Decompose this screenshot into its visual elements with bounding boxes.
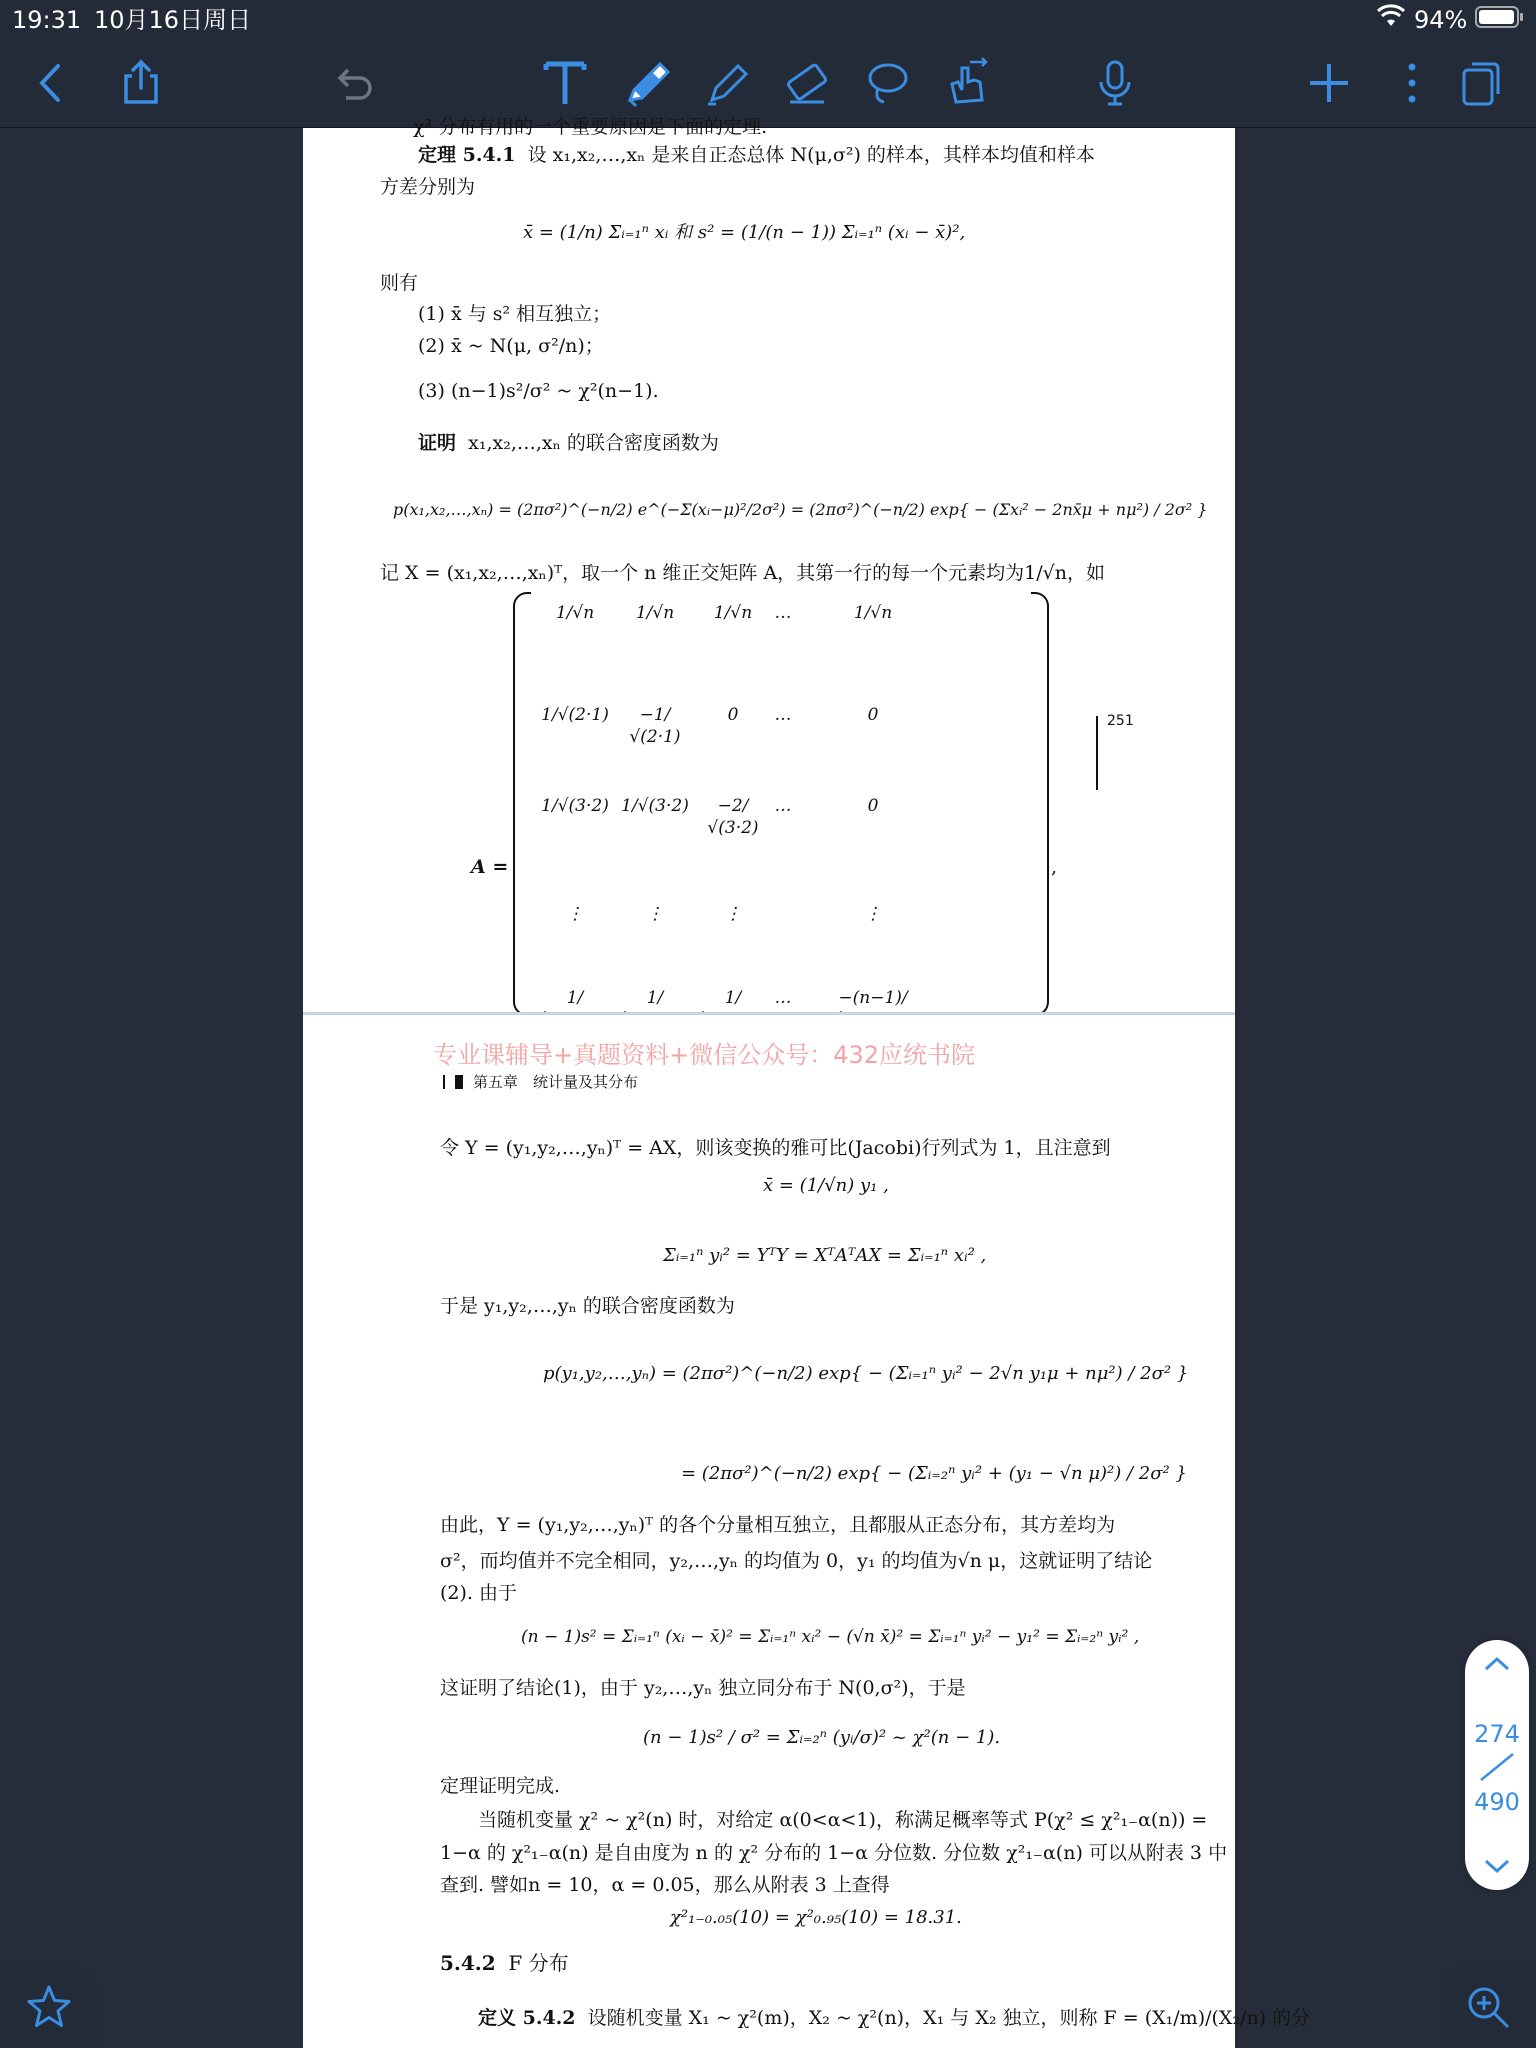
orthogonal-matrix: [471, 592, 1058, 1022]
pages-icon[interactable]: [1448, 50, 1514, 116]
text-line-6: 这证明了结论(1)，由于 y₂,…,yₙ 独立同分布于 N(0,σ²)，于是: [440, 1677, 966, 1699]
matrix-cell-r2-c5: 0: [867, 704, 879, 725]
text-tool-icon[interactable]: [532, 50, 598, 116]
then-label: 则有: [380, 272, 419, 294]
section-title: F 分布: [508, 1951, 569, 1975]
wifi-icon: [1376, 4, 1416, 36]
page-navigator: [1465, 1640, 1529, 1890]
cut-line: χ² 分布有用的一个重要原因是下面的定理.: [413, 116, 768, 138]
lasso-icon[interactable]: [854, 50, 920, 116]
watermark: 专业课辅导+真题资料+微信公众号：432应统书院: [433, 1041, 976, 1069]
result-2: (2) x̄ ~ N(μ, σ²/n)；: [418, 335, 604, 357]
share-icon[interactable]: [108, 50, 174, 116]
text-line-7: 定理证明完成.: [440, 1775, 561, 1797]
matrix-cell-r3-c3: −2/√(3·2): [707, 795, 759, 838]
equation-sum-squares: Σᵢ₌₁ⁿ yᵢ² = YᵀY = XᵀAᵀAX = Σᵢ₌₁ⁿ xᵢ² ,: [663, 1245, 987, 1266]
definition-text: 设随机变量 X₁ ~ χ²(m)，X₂ ~ χ²(n)，X₁ 与 X₂ 独立，则称 F = (X₁/m)/(X₂/n) 的分: [587, 2007, 1311, 2029]
undo-icon[interactable]: [320, 50, 386, 116]
matrix-left-bracket: [513, 592, 531, 1016]
matrix-cell-r5-c5: −(n−1)/: [838, 988, 908, 1008]
page-number: 251: [1107, 713, 1134, 729]
theorem-text: 设 x₁,x₂,…,xₙ 是来自正态总体 N(μ,σ²) 的样本，其样本均值和样本: [527, 144, 1095, 166]
matrix-cell-r2-c3: 0: [727, 704, 739, 725]
text-line-1: 令 Y = (y₁,y₂,…,yₙ)ᵀ = AX，则该变换的雅可比(Jacobi)行列式为 1，且注意到: [440, 1137, 1111, 1159]
page-up-icon[interactable]: [1483, 1654, 1511, 1674]
total-pages: 490: [1474, 1788, 1520, 1816]
page-slash-icon: [1477, 1752, 1517, 1782]
pdf-page-252: [303, 1015, 1311, 2048]
matrix-cell-r3-c2: 1/√(3·2): [621, 795, 689, 816]
microphone-icon[interactable]: [1082, 50, 1148, 116]
pen-tool-icon[interactable]: [614, 50, 680, 116]
matrix-comma: ,: [1051, 856, 1058, 878]
zoom-button[interactable]: [1440, 1966, 1536, 2048]
matrix-cell-r4-c2: ⋮: [646, 904, 664, 924]
equation-density-y-2: = (2πσ²)^(−n/2) exp{ − (Σᵢ₌₂ⁿ yᵢ² + (y₁ − √n μ)²) / 2σ² }: [681, 1463, 1187, 1484]
matrix-right-bracket: [1031, 592, 1049, 1016]
equation-sample-variance: (n − 1)s² = Σᵢ₌₁ⁿ (xᵢ − x̄)² = Σᵢ₌₁ⁿ xᵢ² − (√n x̄)² = Σᵢ₌₁ⁿ yᵢ² − y₁² = Σᵢ₌₂ⁿ yᵢ² ,: [521, 1627, 1140, 1647]
result-3: (3) (n−1)s²/σ² ~ χ²(n−1).: [418, 380, 659, 402]
bookmark-star-button[interactable]: [0, 1966, 98, 2048]
matrix-cell-r4-c5: ⋮: [864, 904, 882, 924]
page-rule: [1096, 716, 1098, 790]
equation-mean-y1: x̄ = (1/√n) y₁ ,: [763, 1175, 889, 1196]
highlighter-icon[interactable]: [694, 50, 760, 116]
matrix-label: A =: [471, 856, 509, 878]
text-line-5: (2). 由于: [440, 1582, 517, 1604]
matrix-cell-r3-c1: 1/√(3·2): [541, 795, 609, 816]
text-line-3: 由此，Y = (y₁,y₂,…,yₙ)ᵀ 的各个分量相互独立，且都服从正态分布，其方差均为: [440, 1514, 1116, 1536]
star-icon: [25, 1983, 73, 2031]
more-icon[interactable]: [1372, 50, 1438, 116]
theorem-heading: 定理 5.4.1: [418, 144, 516, 166]
eraser-icon[interactable]: [774, 50, 840, 116]
matrix-intro: 记 X = (x₁,x₂,…,xₙ)ᵀ，取一个 n 维正交矩阵 A，其第一行的每一个元素均为1/√n，如: [380, 562, 1105, 584]
add-icon[interactable]: [1296, 50, 1362, 116]
battery-icon: [1475, 4, 1525, 36]
equation-joint-density: p(x₁,x₂,…,xₙ) = (2πσ²)^(−n/2) e^(−Σ(xᵢ−μ)²/2σ²) = (2πσ²)^(−n/2) exp{ − (Σxᵢ² − 2nx̄μ + nμ²) / 2σ² }: [393, 500, 1208, 519]
matrix-cell-r1-c3: 1/√n: [713, 603, 753, 623]
equation-density-y: p(y₁,y₂,…,yₙ) = (2πσ²)^(−n/2) exp{ − (Σᵢ₌₁ⁿ yᵢ² − 2√n y₁μ + nμ²) / 2σ² }: [543, 1363, 1189, 1384]
pdf-page-251: [303, 116, 1235, 1012]
matrix-cell-r1-c2: 1/√n: [635, 603, 675, 623]
page-down-icon[interactable]: [1483, 1856, 1511, 1876]
current-page[interactable]: 274: [1474, 1720, 1520, 1748]
chapter-header: 第五章 统计量及其分布: [443, 1071, 638, 1092]
matrix-cell-r5-c1: 1/: [566, 988, 584, 1008]
matrix-cell-r1-c5: 1/√n: [853, 603, 893, 623]
matrix-cell-r4-c1: ⋮: [566, 904, 584, 924]
text-line-9: 1−α 的 χ²₁₋α(n) 是自由度为 n 的 χ² 分布的 1−α 分位数. 分位数 χ²₁₋α(n) 可以从附表 3 中: [440, 1842, 1228, 1864]
matrix-cell-r2-c4: …: [774, 704, 792, 725]
matrix-cell-r1-c1: 1/√n: [555, 603, 595, 623]
result-1: (1) x̄ 与 s² 相互独立；: [418, 303, 612, 325]
battery-percent: 94%: [1414, 6, 1468, 34]
proof-heading: 证明: [418, 432, 457, 454]
top-toolbar: [0, 0, 1536, 128]
matrix-cell-r4-c3: ⋮: [724, 904, 742, 924]
status-date: 10月16日周日: [94, 6, 252, 34]
text-line-2: 于是 y₁,y₂,…,yₙ 的联合密度函数为: [440, 1295, 735, 1317]
proof-text: x₁,x₂,…,xₙ 的联合密度函数为: [468, 432, 719, 454]
status-time: 19:31: [12, 6, 82, 34]
definition-heading: 定义 5.4.2: [478, 2007, 576, 2029]
equation-sample-mean: x̄ = (1/n) Σᵢ₌₁ⁿ xᵢ 和 s² = (1/(n − 1)) Σᵢ₌₁ⁿ (xᵢ − x̄)²,: [523, 222, 966, 243]
matrix-cell-r5-c2: 1/: [646, 988, 664, 1008]
gesture-icon[interactable]: [934, 50, 1000, 116]
text-line-8: 当随机变量 χ² ~ χ²(n) 时，对给定 α(0<α<1)，称满足概率等式 P(χ² ≤ χ²₁₋α(n)) =: [478, 1809, 1208, 1831]
zoom-in-icon: [1464, 1983, 1512, 2031]
matrix-cell-r5-c3: 1/: [724, 988, 742, 1008]
header-mark-icon: [443, 1075, 463, 1089]
text-line-4: σ²，而均值并不完全相同，y₂,…,yₙ 的均值为 0，y₁ 的均值为√n μ，这就证明了结论: [440, 1550, 1153, 1572]
equation-chi-square: (n − 1)s² / σ² = Σᵢ₌₂ⁿ (yᵢ/σ)² ~ χ²(n − 1).: [643, 1727, 1001, 1748]
theorem-text-2: 方差分别为: [380, 176, 476, 198]
matrix-cell-r1-c4: …: [774, 603, 792, 623]
matrix-cell-r2-c2: −1/√(2·1): [629, 704, 681, 747]
section-number: 5.4.2: [440, 1951, 496, 1975]
matrix-cell-r2-c1: 1/√(2·1): [541, 704, 609, 725]
matrix-cell-r5-c4: …: [774, 988, 792, 1008]
text-line-10: 查到. 譬如n = 10，α = 0.05，那么从附表 3 上查得: [440, 1874, 890, 1896]
matrix-cell-r3-c5: 0: [867, 795, 879, 816]
back-icon[interactable]: [20, 50, 86, 116]
matrix-cell-r3-c4: …: [774, 795, 792, 816]
equation-quantile-example: χ²₁₋₀.₀₅(10) = χ²₀.₉₅(10) = 18.31.: [670, 1907, 962, 1928]
